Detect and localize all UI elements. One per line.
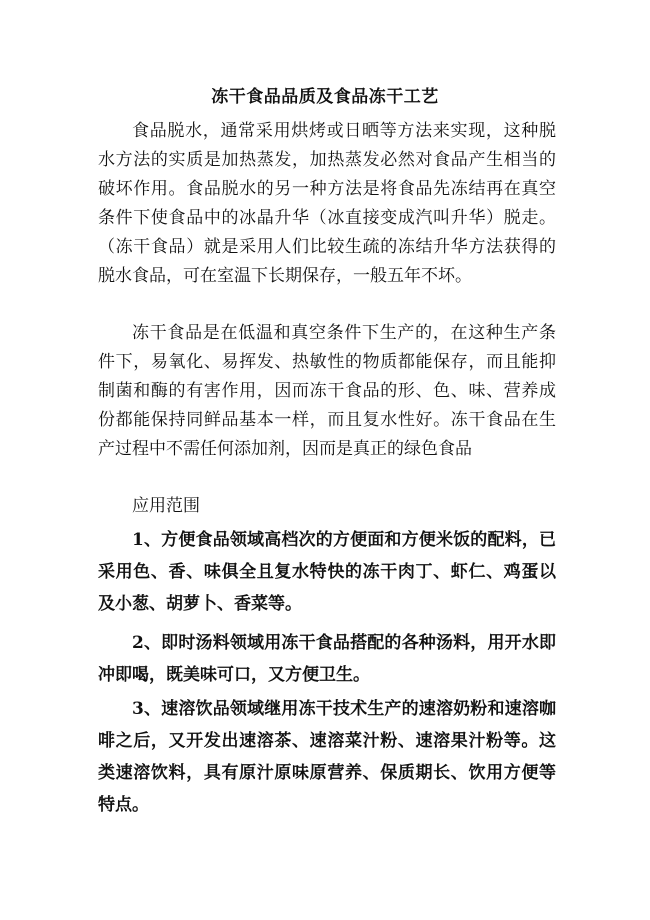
application-item-convenience-food: 1、方便食品领域高档次的方便面和方便米饭的配料，已采用色、香、味俱全且复水特快的冻干肉丁、虾仁、鸡蛋以及小葱、胡萝卜、香菜等。: [98, 530, 556, 614]
paragraph-freeze-drying-intro: 食品脱水，通常采用烘烤或日晒等方法来实现，这种脱水方法的实质是加热蒸发，加热蒸发必然对食品产生相当的破坏作用。食品脱水的另一种方法是将食品先冻结再在真空条件下使食品中的冰晶升华（冰直接变成汽叫升华）脱走。（冻干食品）就是采用人们比较生疏的冻结升华方法获得的脱水食品，可在室温下长期保存，一般五年不坏。: [98, 121, 556, 286]
application-item-instant-soup: 2、即时汤料领域用冻干食品搭配的各种汤料，用开水即冲即喝，既美味可口，又方便卫生。: [98, 633, 556, 685]
application-item-instant-drinks: 3、速溶饮品领域继用冻干技术生产的速溶奶粉和速溶咖啡之后，又开发出速溶茶、速溶菜汁粉、速溶果汁粉等。这类速溶饮料，具有原汁原味原营养、保质期长、饮用方便等特点。: [98, 699, 556, 815]
section-heading-applications: 应用范围: [132, 496, 200, 516]
paragraph-freeze-dried-benefits: 冻干食品是在低温和真空条件下生产的，在这种生产条件下，易氧化、易挥发、热敏性的物质都能保存，而且能抑制菌和酶的有害作用，因而冻干食品的形、色、味、营养成份都能保持同鲜品基本一样，而且复水性好。冻干食品在生产过程中不需任何添加剂，因而是真正的绿色食品: [98, 323, 556, 459]
document-title: 冻干食品品质及食品冻干工艺: [211, 87, 439, 107]
